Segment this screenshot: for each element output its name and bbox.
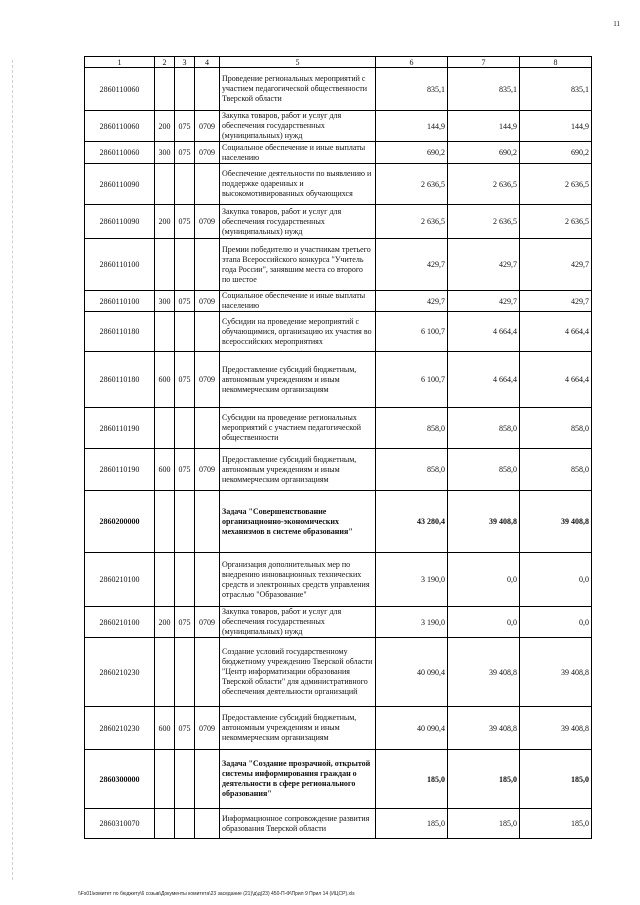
amount-col7-cell: 835,1 [448, 68, 520, 111]
amount-col8-cell: 0,0 [520, 607, 592, 638]
amount-col7-cell: 429,7 [448, 291, 520, 312]
department-code-cell [175, 239, 195, 291]
department-code-cell: 075 [175, 707, 195, 750]
target-code-cell: 2860110100 [85, 239, 155, 291]
amount-col6-cell: 144,9 [376, 111, 448, 142]
column-header: 7 [448, 57, 520, 68]
section-code-cell [195, 312, 220, 352]
page-number: 11 [613, 20, 620, 28]
amount-col7-cell: 185,0 [448, 809, 520, 839]
column-header: 1 [85, 57, 155, 68]
table-row [85, 239, 592, 291]
description-cell: Задача "Совершенствование организационно-экономических механизмов в системе образования" [220, 491, 376, 553]
amount-col6-cell: 6 100,7 [376, 312, 448, 352]
amount-col7-cell: 0,0 [448, 553, 520, 607]
description-cell: Обеспечение деятельности по выявлению и поддержке одаренных и высокомотивированных обучающихся [220, 164, 376, 205]
section-code-cell: 0709 [195, 111, 220, 142]
table-row [85, 809, 592, 839]
section-code-cell [195, 164, 220, 205]
table-row [85, 638, 592, 707]
description-cell: Организация дополнительных мер по внедрению инновационных технических средств и электронных средств управления отраслью "Образование" [220, 553, 376, 607]
table-row [85, 205, 592, 239]
table-row [85, 142, 592, 164]
expense-type-cell [155, 312, 175, 352]
amount-col8-cell: 429,7 [520, 291, 592, 312]
table-row [85, 352, 592, 408]
description-cell: Предоставление субсидий бюджетным, автономным учреждениям и иным некоммерческим организациям [220, 449, 376, 491]
department-code-cell: 075 [175, 291, 195, 312]
table-row [85, 449, 592, 491]
amount-col6-cell: 6 100,7 [376, 352, 448, 408]
target-code-cell: 2860110060 [85, 111, 155, 142]
file-path-footer: \\Fs01\комитет по бюджету\6 созыв\Документы комитета\23 заседание (21)\д\д(23) 450-П-Ф\Прил 9 Прил 14 (ИЦСР).xls [78, 891, 355, 897]
department-code-cell [175, 312, 195, 352]
target-code-cell: 2860110190 [85, 408, 155, 449]
table-row [85, 408, 592, 449]
expense-type-cell [155, 408, 175, 449]
target-code-cell: 2860110060 [85, 142, 155, 164]
target-code-cell: 2860110180 [85, 352, 155, 408]
amount-col8-cell: 858,0 [520, 408, 592, 449]
amount-col7-cell: 858,0 [448, 408, 520, 449]
department-code-cell [175, 408, 195, 449]
expense-type-cell [155, 491, 175, 553]
target-code-cell: 2860210100 [85, 553, 155, 607]
amount-col8-cell: 429,7 [520, 239, 592, 291]
amount-col6-cell: 43 280,4 [376, 491, 448, 553]
department-code-cell: 075 [175, 205, 195, 239]
column-header: 8 [520, 57, 592, 68]
department-code-cell: 075 [175, 142, 195, 164]
column-header: 4 [195, 57, 220, 68]
section-code-cell: 0709 [195, 291, 220, 312]
department-code-cell: 075 [175, 111, 195, 142]
department-code-cell: 075 [175, 607, 195, 638]
target-code-cell: 2860110090 [85, 164, 155, 205]
amount-col6-cell: 185,0 [376, 750, 448, 809]
amount-col8-cell: 2 636,5 [520, 164, 592, 205]
column-header: 2 [155, 57, 175, 68]
table-row [85, 312, 592, 352]
description-cell: Информационное сопровождение развития образования Тверской области [220, 809, 376, 839]
amount-col6-cell: 3 190,0 [376, 607, 448, 638]
table-row [85, 68, 592, 111]
table-row [85, 164, 592, 205]
header-row [85, 57, 592, 68]
department-code-cell [175, 553, 195, 607]
expense-type-cell: 600 [155, 707, 175, 750]
amount-col7-cell: 429,7 [448, 239, 520, 291]
amount-col7-cell: 185,0 [448, 750, 520, 809]
amount-col8-cell: 2 636,5 [520, 205, 592, 239]
column-header: 6 [376, 57, 448, 68]
amount-col6-cell: 858,0 [376, 449, 448, 491]
section-code-cell [195, 491, 220, 553]
target-code-cell: 2860210230 [85, 707, 155, 750]
expense-type-cell [155, 809, 175, 839]
expense-type-cell [155, 750, 175, 809]
budget-table [84, 56, 592, 839]
table-body [85, 68, 592, 839]
target-code-cell: 2860110190 [85, 449, 155, 491]
department-code-cell [175, 164, 195, 205]
description-cell: Закупка товаров, работ и услуг для обеспечения государственных (муниципальных) нужд [220, 205, 376, 239]
expense-type-cell: 600 [155, 352, 175, 408]
scan-edge-mark [12, 60, 14, 880]
section-code-cell: 0709 [195, 205, 220, 239]
section-code-cell: 0709 [195, 142, 220, 164]
amount-col7-cell: 39 408,8 [448, 638, 520, 707]
target-code-cell: 2860210230 [85, 638, 155, 707]
department-code-cell: 075 [175, 449, 195, 491]
target-code-cell: 2860310070 [85, 809, 155, 839]
table-row [85, 707, 592, 750]
amount-col6-cell: 429,7 [376, 239, 448, 291]
section-code-cell [195, 553, 220, 607]
amount-col8-cell: 4 664,4 [520, 312, 592, 352]
amount-col7-cell: 4 664,4 [448, 312, 520, 352]
amount-col7-cell: 0,0 [448, 607, 520, 638]
description-cell: Задача "Создание прозрачной, открытой системы информирования граждан о деятельности в сфере регионального образования" [220, 750, 376, 809]
target-code-cell: 2860210100 [85, 607, 155, 638]
expense-type-cell [155, 164, 175, 205]
amount-col8-cell: 144,9 [520, 111, 592, 142]
amount-col7-cell: 144,9 [448, 111, 520, 142]
department-code-cell [175, 750, 195, 809]
description-cell: Закупка товаров, работ и услуг для обеспечения государственных (муниципальных) нужд [220, 607, 376, 638]
amount-col6-cell: 835,1 [376, 68, 448, 111]
table-row [85, 111, 592, 142]
expense-type-cell: 300 [155, 291, 175, 312]
amount-col8-cell: 0,0 [520, 553, 592, 607]
description-cell: Социальное обеспечение и иные выплаты населению [220, 142, 376, 164]
column-header: 3 [175, 57, 195, 68]
target-code-cell: 2860110060 [85, 68, 155, 111]
expense-type-cell: 200 [155, 111, 175, 142]
table-row [85, 750, 592, 809]
section-code-cell [195, 239, 220, 291]
department-code-cell: 075 [175, 352, 195, 408]
section-code-cell [195, 638, 220, 707]
amount-col8-cell: 858,0 [520, 449, 592, 491]
amount-col8-cell: 835,1 [520, 68, 592, 111]
description-cell: Проведение региональных мероприятий с участием педагогической общественности Тверской области [220, 68, 376, 111]
target-code-cell: 2860200000 [85, 491, 155, 553]
expense-type-cell: 200 [155, 607, 175, 638]
table-row [85, 291, 592, 312]
amount-col8-cell: 185,0 [520, 750, 592, 809]
amount-col6-cell: 2 636,5 [376, 205, 448, 239]
section-code-cell: 0709 [195, 607, 220, 638]
description-cell: Создание условий государственному бюджетному учреждению Тверской области "Центр информатизации образования Тверской области" для административного обеспечения деятельности организаций [220, 638, 376, 707]
table-row [85, 553, 592, 607]
amount-col7-cell: 690,2 [448, 142, 520, 164]
amount-col8-cell: 185,0 [520, 809, 592, 839]
target-code-cell: 2860300000 [85, 750, 155, 809]
description-cell: Премии победителю и участникам третьего этапа Всероссийского конкурса "Учитель года России", занявшим места со второго по шестое [220, 239, 376, 291]
expense-type-cell: 300 [155, 142, 175, 164]
section-code-cell [195, 408, 220, 449]
amount-col7-cell: 2 636,5 [448, 205, 520, 239]
description-cell: Субсидии на проведение мероприятий с обучающимися, организацию их участия во всероссийских мероприятиях [220, 312, 376, 352]
amount-col7-cell: 39 408,8 [448, 707, 520, 750]
amount-col6-cell: 185,0 [376, 809, 448, 839]
description-cell: Субсидии на проведение региональных мероприятий с участием педагогической общественности [220, 408, 376, 449]
expense-type-cell [155, 638, 175, 707]
target-code-cell: 2860110100 [85, 291, 155, 312]
section-code-cell: 0709 [195, 449, 220, 491]
department-code-cell [175, 68, 195, 111]
target-code-cell: 2860110180 [85, 312, 155, 352]
expense-type-cell [155, 553, 175, 607]
amount-col6-cell: 429,7 [376, 291, 448, 312]
section-code-cell [195, 809, 220, 839]
amount-col6-cell: 690,2 [376, 142, 448, 164]
amount-col7-cell: 39 408,8 [448, 491, 520, 553]
amount-col7-cell: 858,0 [448, 449, 520, 491]
target-code-cell: 2860110090 [85, 205, 155, 239]
department-code-cell [175, 638, 195, 707]
description-cell: Предоставление субсидий бюджетным, автономным учреждениям и иным некоммерческим организациям [220, 707, 376, 750]
table-row [85, 607, 592, 638]
expense-type-cell [155, 68, 175, 111]
amount-col6-cell: 40 090,4 [376, 707, 448, 750]
amount-col7-cell: 4 664,4 [448, 352, 520, 408]
amount-col8-cell: 39 408,8 [520, 707, 592, 750]
amount-col6-cell: 40 090,4 [376, 638, 448, 707]
expense-type-cell: 200 [155, 205, 175, 239]
amount-col6-cell: 3 190,0 [376, 553, 448, 607]
department-code-cell [175, 809, 195, 839]
section-code-cell [195, 750, 220, 809]
section-code-cell [195, 68, 220, 111]
amount-col7-cell: 2 636,5 [448, 164, 520, 205]
description-cell: Закупка товаров, работ и услуг для обеспечения государственных (муниципальных) нужд [220, 111, 376, 142]
amount-col6-cell: 858,0 [376, 408, 448, 449]
table-row [85, 491, 592, 553]
description-cell: Социальное обеспечение и иные выплаты населению [220, 291, 376, 312]
amount-col8-cell: 39 408,8 [520, 638, 592, 707]
expense-type-cell [155, 239, 175, 291]
column-header: 5 [220, 57, 376, 68]
department-code-cell [175, 491, 195, 553]
section-code-cell: 0709 [195, 352, 220, 408]
amount-col8-cell: 4 664,4 [520, 352, 592, 408]
amount-col6-cell: 2 636,5 [376, 164, 448, 205]
description-cell: Предоставление субсидий бюджетным, автономным учреждениям и иным некоммерческим организациям [220, 352, 376, 408]
expense-type-cell: 600 [155, 449, 175, 491]
amount-col8-cell: 39 408,8 [520, 491, 592, 553]
amount-col8-cell: 690,2 [520, 142, 592, 164]
section-code-cell: 0709 [195, 707, 220, 750]
